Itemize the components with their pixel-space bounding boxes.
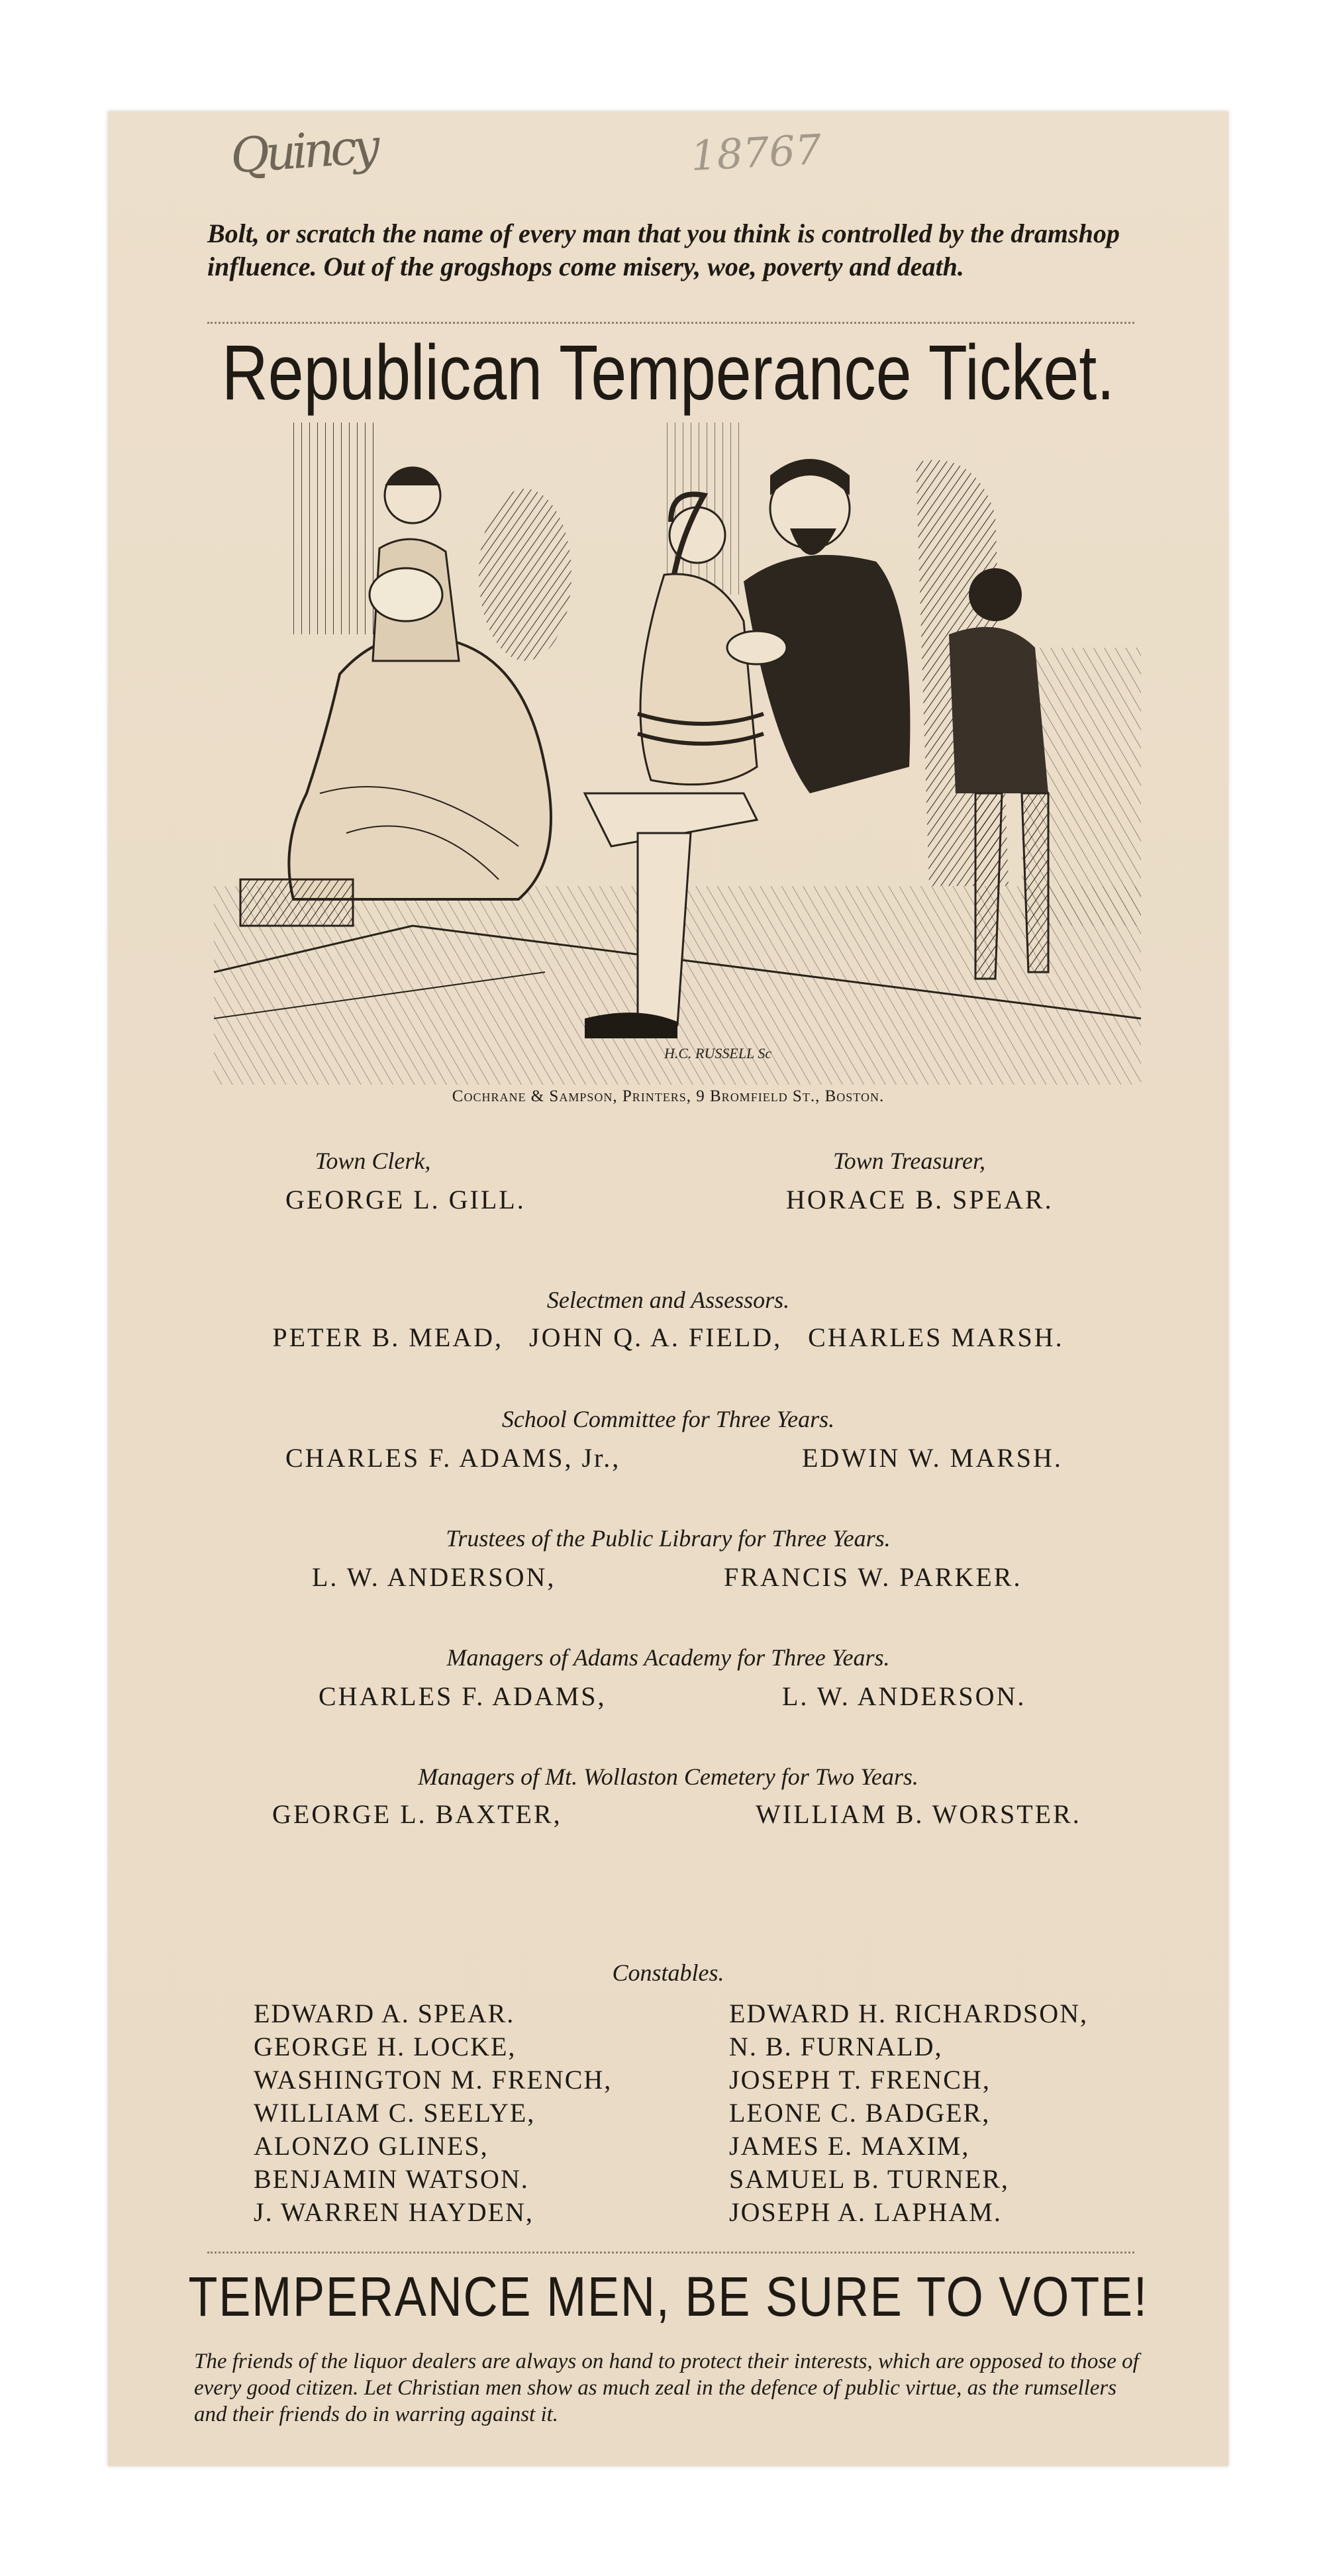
constables-left-column xyxy=(254,1997,612,2229)
constable-name: EDWARD H. RICHARDSON, xyxy=(729,1999,1089,2028)
handwritten-catalog-number: 18767 xyxy=(689,124,823,181)
town-treasurer-name: HORACE B. SPEAR. xyxy=(786,1185,1054,1214)
constable-name: BENJAMIN WATSON. xyxy=(254,2164,529,2194)
constable-name: WASHINGTON M. FRENCH, xyxy=(254,2065,613,2095)
constables-label: Constables. xyxy=(612,1959,724,1986)
closing-paragraph: The friends of the liquor dealers are always on hand to protect their interests, which are opposed to those of every good citizen. Let Christian men show as much zeal in the defence of public virtue, as the rumsellers and their friends do in warring against it. xyxy=(194,2350,1139,2426)
school-committee-name-2: EDWIN W. MARSH. xyxy=(802,1443,1063,1473)
constable-name: J. WARREN HAYDEN, xyxy=(254,2197,534,2227)
constable-name: ALONZO GLINES, xyxy=(254,2131,489,2161)
constables-right-column xyxy=(729,1997,1088,2229)
town-clerk-name: GEORGE L. GILL. xyxy=(285,1185,526,1214)
constable-name: GEORGE H. LOCKE, xyxy=(254,2032,517,2061)
adams-academy-label: Managers of Adams Academy for Three Years. xyxy=(446,1644,890,1671)
selectmen-names: PETER B. MEAD, JOHN Q. A. FIELD, CHARLES MARSH. xyxy=(272,1322,1064,1352)
library-trustee-name-1: L. W. ANDERSON, xyxy=(312,1562,556,1592)
ballot-sheet xyxy=(108,111,1228,2466)
top-divider xyxy=(207,322,1134,324)
engraver-signature: H.C. RUSSELL Sc xyxy=(664,1045,772,1062)
constable-name: N. B. FURNALD, xyxy=(729,2032,943,2061)
wollaston-cemetery-name-1: GEORGE L. BAXTER, xyxy=(272,1799,562,1829)
school-committee-label: School Committee for Three Years. xyxy=(501,1406,835,1432)
constable-name: EDWARD A. SPEAR. xyxy=(254,1999,515,2028)
constable-name: WILLIAM C. SEELYE, xyxy=(254,2098,536,2128)
school-committee-name-1: CHARLES F. ADAMS, Jr., xyxy=(285,1443,621,1473)
constable-name: LEONE C. BADGER, xyxy=(729,2098,991,2128)
library-trustee-name-2: FRANCIS W. PARKER. xyxy=(724,1562,1022,1592)
adams-academy-name-2: L. W. ANDERSON. xyxy=(782,1681,1026,1711)
library-trustees-label: Trustees of the Public Library for Three Years. xyxy=(446,1525,891,1552)
selectmen-label: Selectmen and Assessors. xyxy=(546,1287,790,1313)
bottom-divider xyxy=(207,2252,1134,2254)
constable-name: JAMES E. MAXIM, xyxy=(729,2131,970,2161)
wollaston-cemetery-label: Managers of Mt. Wollaston Cemetery for Two Years. xyxy=(418,1763,918,1790)
vote-call-title: TEMPERANCE MEN, BE SURE TO VOTE! xyxy=(188,2265,1148,2328)
town-clerk-label: Town Clerk, xyxy=(315,1148,431,1174)
constable-name: SAMUEL B. TURNER, xyxy=(729,2164,1009,2194)
adams-academy-name-1: CHARLES F. ADAMS, xyxy=(319,1681,607,1711)
constable-name: JOSEPH T. FRENCH, xyxy=(729,2065,991,2095)
handwritten-town-note: Quincy xyxy=(228,118,378,184)
printer-credit: Cochrane & Sampson, Printers, 9 Bromfield St., Boston. xyxy=(452,1087,885,1105)
constable-name: JOSEPH A. LAPHAM. xyxy=(729,2197,1002,2227)
instruction-text: Bolt, or scratch the name of every man that you think is controlled by the dramshop influence. Out of the grogshops come misery, woe, poverty and death. xyxy=(207,219,1120,281)
wollaston-cemetery-name-2: WILLIAM B. WORSTER. xyxy=(756,1799,1081,1829)
family-engraving xyxy=(214,422,1141,1085)
town-treasurer-label: Town Treasurer, xyxy=(832,1148,986,1174)
ticket-title: Republican Temperance Ticket. xyxy=(221,329,1115,417)
